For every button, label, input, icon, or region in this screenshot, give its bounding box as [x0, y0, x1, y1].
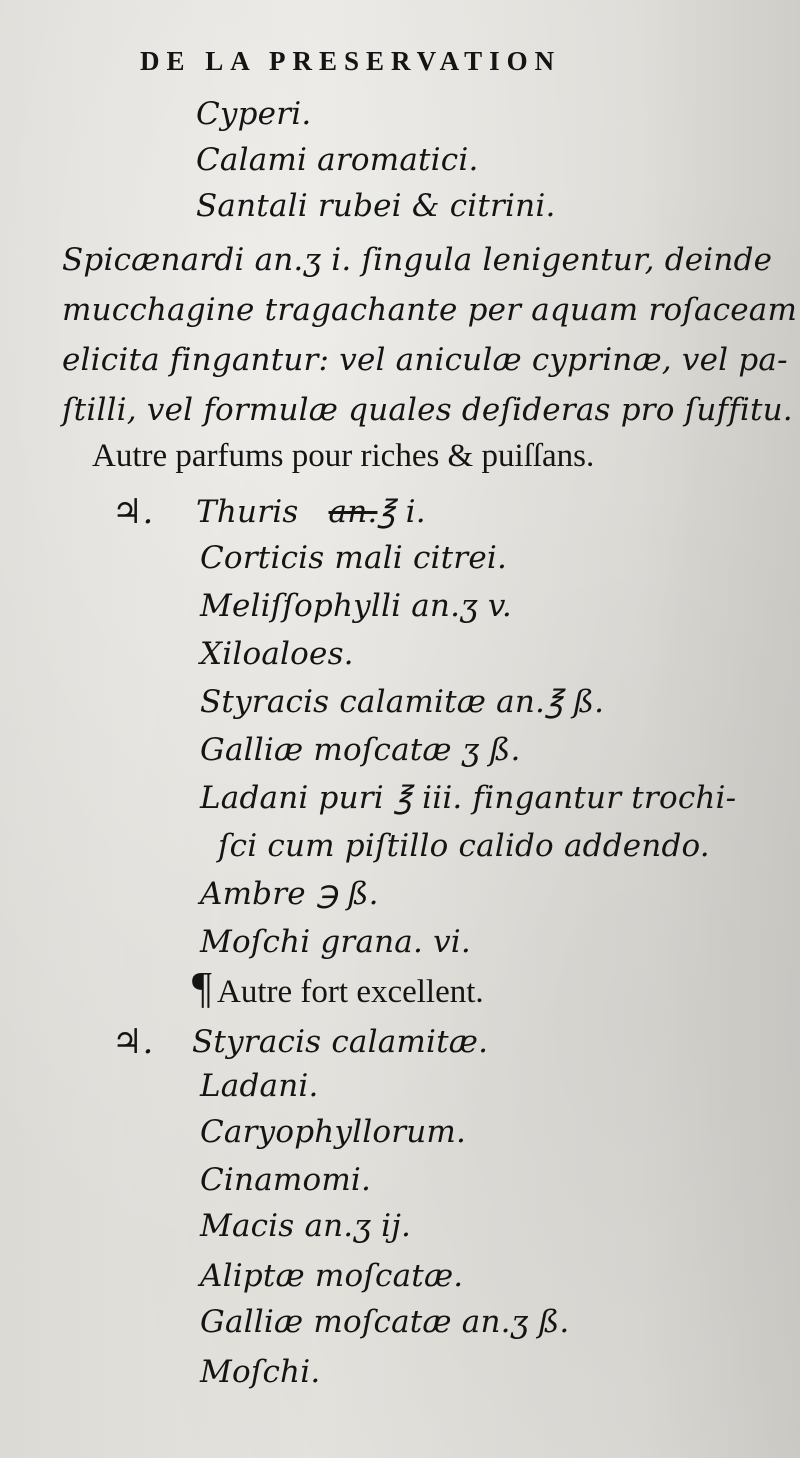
subheading	[192, 962, 484, 1013]
ingredient-line: Moſchi grana. vi.	[200, 924, 471, 960]
pilcrow-icon: ¶	[192, 963, 212, 1012]
ingredient-line: Styracis calamitæ.	[192, 1024, 489, 1060]
ingredient-line: Galliæ moſcatæ an.ʒ ß.	[200, 1304, 570, 1340]
ingredient-line: Moſchi.	[200, 1354, 321, 1390]
ingredient-line: ſci cum piſtillo calido addendo.	[218, 828, 710, 864]
section-heading: Autre parfums pour riches & puiſſans.	[92, 438, 595, 474]
ingredient-line: Xiloaloes.	[200, 636, 354, 672]
text-line: mucchagine tragachante per aquam roſaceam	[62, 292, 798, 328]
text-line: elicita fingantur: vel aniculæ cyprinæ, vel pa-	[62, 342, 788, 378]
ingredient-line: Styracis calamitæ an.℥ ß.	[200, 684, 605, 720]
ingredient-line: Ladani puri ℥ iii. fingantur trochi-	[200, 780, 737, 816]
ingredient-line: Meliſſophylli an.ʒ v.	[200, 588, 512, 624]
recipe-symbol-icon: ♃.	[112, 492, 154, 532]
ingredient-line: Cinamomi.	[200, 1162, 372, 1198]
text-line: ſtilli, vel formulæ quales deſideras pro ſuffitu.	[62, 392, 793, 428]
ingredient-line: Galliæ moſcatæ ʒ ß.	[200, 732, 521, 768]
ingredient-line: Ladani.	[200, 1068, 319, 1104]
text-line: Spicænardi an.ʒ i. ſingula lenigentur, deinde	[62, 242, 773, 278]
text-line: Calami aromatici.	[196, 142, 479, 178]
ingredient-line	[196, 494, 426, 530]
ingredient-line: Ambre ℈ ß.	[200, 876, 379, 912]
recipe-symbol-icon: ♃.	[112, 1022, 154, 1062]
text-line: Santali rubei & citrini.	[196, 188, 556, 224]
text-line: Cyperi.	[196, 96, 312, 132]
running-header: DE LA PRESERVATION	[140, 46, 562, 76]
ingredient-line: Caryophyllorum.	[200, 1114, 467, 1150]
ingredient-line: Corticis mali citrei.	[200, 540, 508, 576]
ingredient-line: Macis an.ʒ ij.	[200, 1208, 412, 1244]
ingredient-name: Thuris	[196, 494, 299, 530]
struck-text: an.	[328, 494, 378, 530]
ingredient-line: Aliptæ moſcatæ.	[200, 1258, 464, 1294]
ingredient-dose: ℥ i.	[377, 494, 426, 530]
subheading-text: Autre fort excellent.	[217, 974, 484, 1010]
